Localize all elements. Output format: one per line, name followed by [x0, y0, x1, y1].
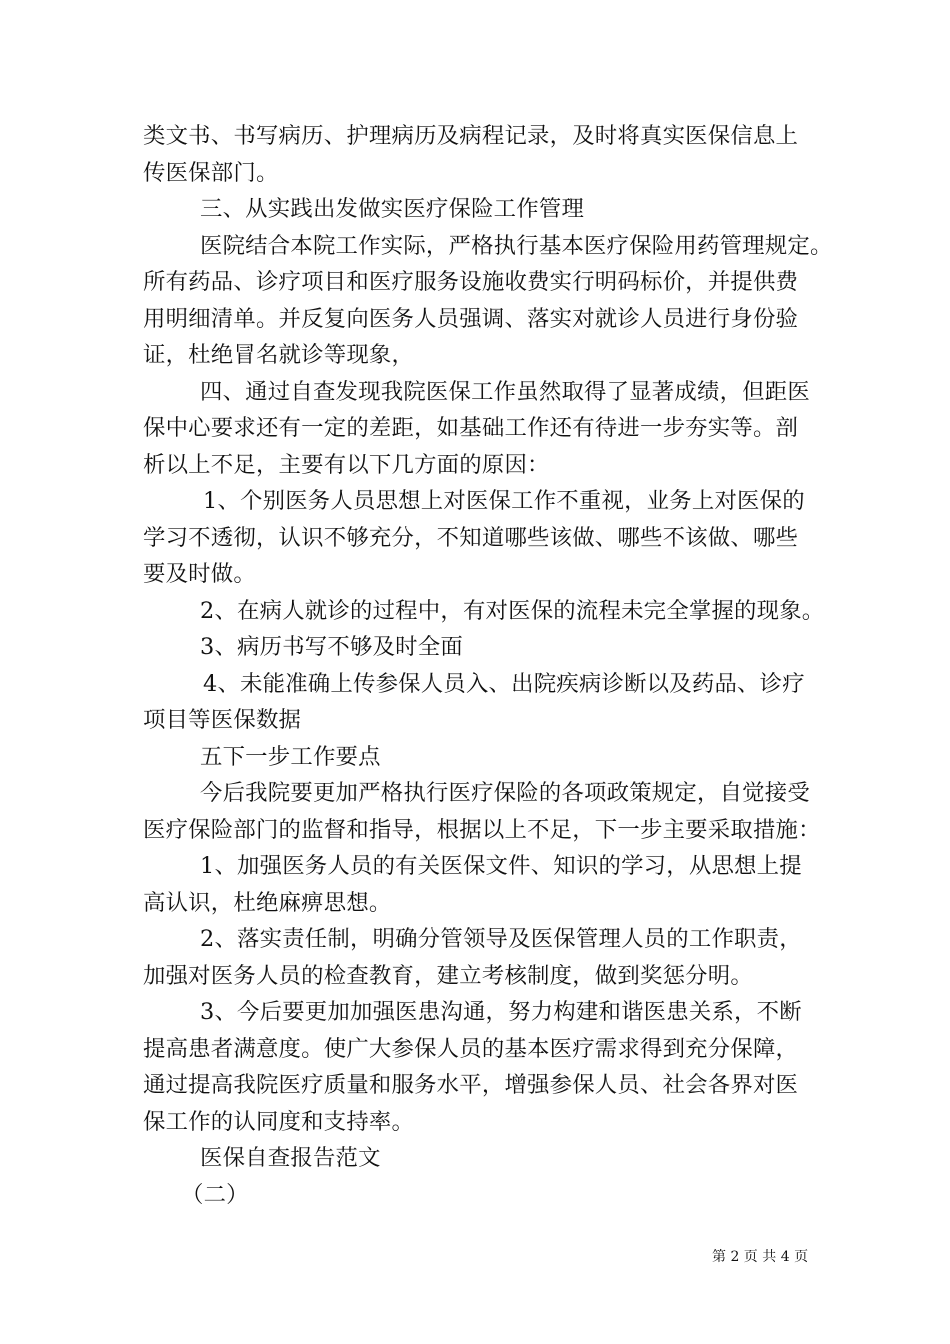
list-item: 3、病历书写不够及时全面: [200, 634, 463, 660]
text-line: 用明细清单。并反复向医务人员强调、落实对就诊人员进行身份验: [143, 305, 799, 332]
document-body: [143, 118, 833, 1213]
text-line: 通过提高我院医疗质量和服务水平，增强参保人员、社会各界对医: [143, 1072, 799, 1098]
page-number-footer: 第 2 页 共 4 页: [712, 1249, 809, 1265]
text-line: 加强对医务人员的检查教育，建立考核制度，做到奖惩分明。: [143, 962, 753, 989]
text-line: 传医保部门。: [143, 159, 279, 186]
text-line: 保工作的认同度和支持率。: [143, 1108, 415, 1135]
text-line: 要及时做。: [143, 561, 256, 587]
list-item: 1、个别医务人员思想上对医保工作不重视，业务上对医保的: [203, 488, 805, 514]
list-item: 2、落实责任制，明确分管领导及医保管理人员的工作职责，: [200, 926, 802, 952]
section-heading: 四、通过自查发现我院医保工作虽然取得了显著成绩，但距医: [200, 378, 810, 405]
text-line: 项目等医保数据: [143, 707, 302, 733]
text-line: 保中心要求还有一定的差距，如基础工作还有待进一步夯实等。剖: [143, 415, 799, 441]
text-line: 提高患者满意度。使广大参保人员的基本医疗需求得到充分保障，: [143, 1035, 799, 1062]
part-number: （二）: [181, 1181, 249, 1208]
list-item: 3、今后要更加加强医患沟通，努力构建和谐医患关系，不断: [200, 999, 802, 1025]
list-item: 1、加强医务人员的有关医保文件、知识的学习，从思想上提: [200, 853, 802, 879]
text-line: 今后我院要更加严格执行医疗保险的各项政策规定，自觉接受: [200, 780, 810, 806]
section-heading: 五下一步工作要点: [200, 743, 381, 770]
text-line: 所有药品、诊疗项目和医疗服务设施收费实行明码标价，并提供费: [143, 269, 799, 295]
list-item: 2、在病人就诊的过程中，有对医保的流程未完全掌握的现象。: [200, 597, 825, 624]
text-line: 医院结合本院工作实际，严格执行基本医疗保险用药管理规定。: [200, 232, 833, 259]
section-heading: 三、从实践出发做实医疗保险工作管理: [200, 196, 585, 222]
text-line: 医疗保险部门的监督和指导，根据以上不足，下一步主要采取措施：: [143, 816, 821, 843]
list-item: 4、未能准确上传参保人员入、出院疾病诊断以及药品、诊疗: [203, 670, 805, 697]
text-line: 高认识，杜绝麻痹思想。: [143, 889, 392, 916]
text-line: 类文书、书写病历、护理病历及病程记录，及时将真实医保信息上: [143, 123, 799, 149]
text-line: 析以上不足，主要有以下几方面的原因：: [143, 451, 550, 478]
text-line: 学习不透彻，认识不够充分，不知道哪些该做、哪些不该做、哪些: [143, 524, 799, 551]
text-line: 证，杜绝冒名就诊等现象，: [143, 342, 415, 368]
document-title: 医保自查报告范文: [200, 1145, 381, 1171]
